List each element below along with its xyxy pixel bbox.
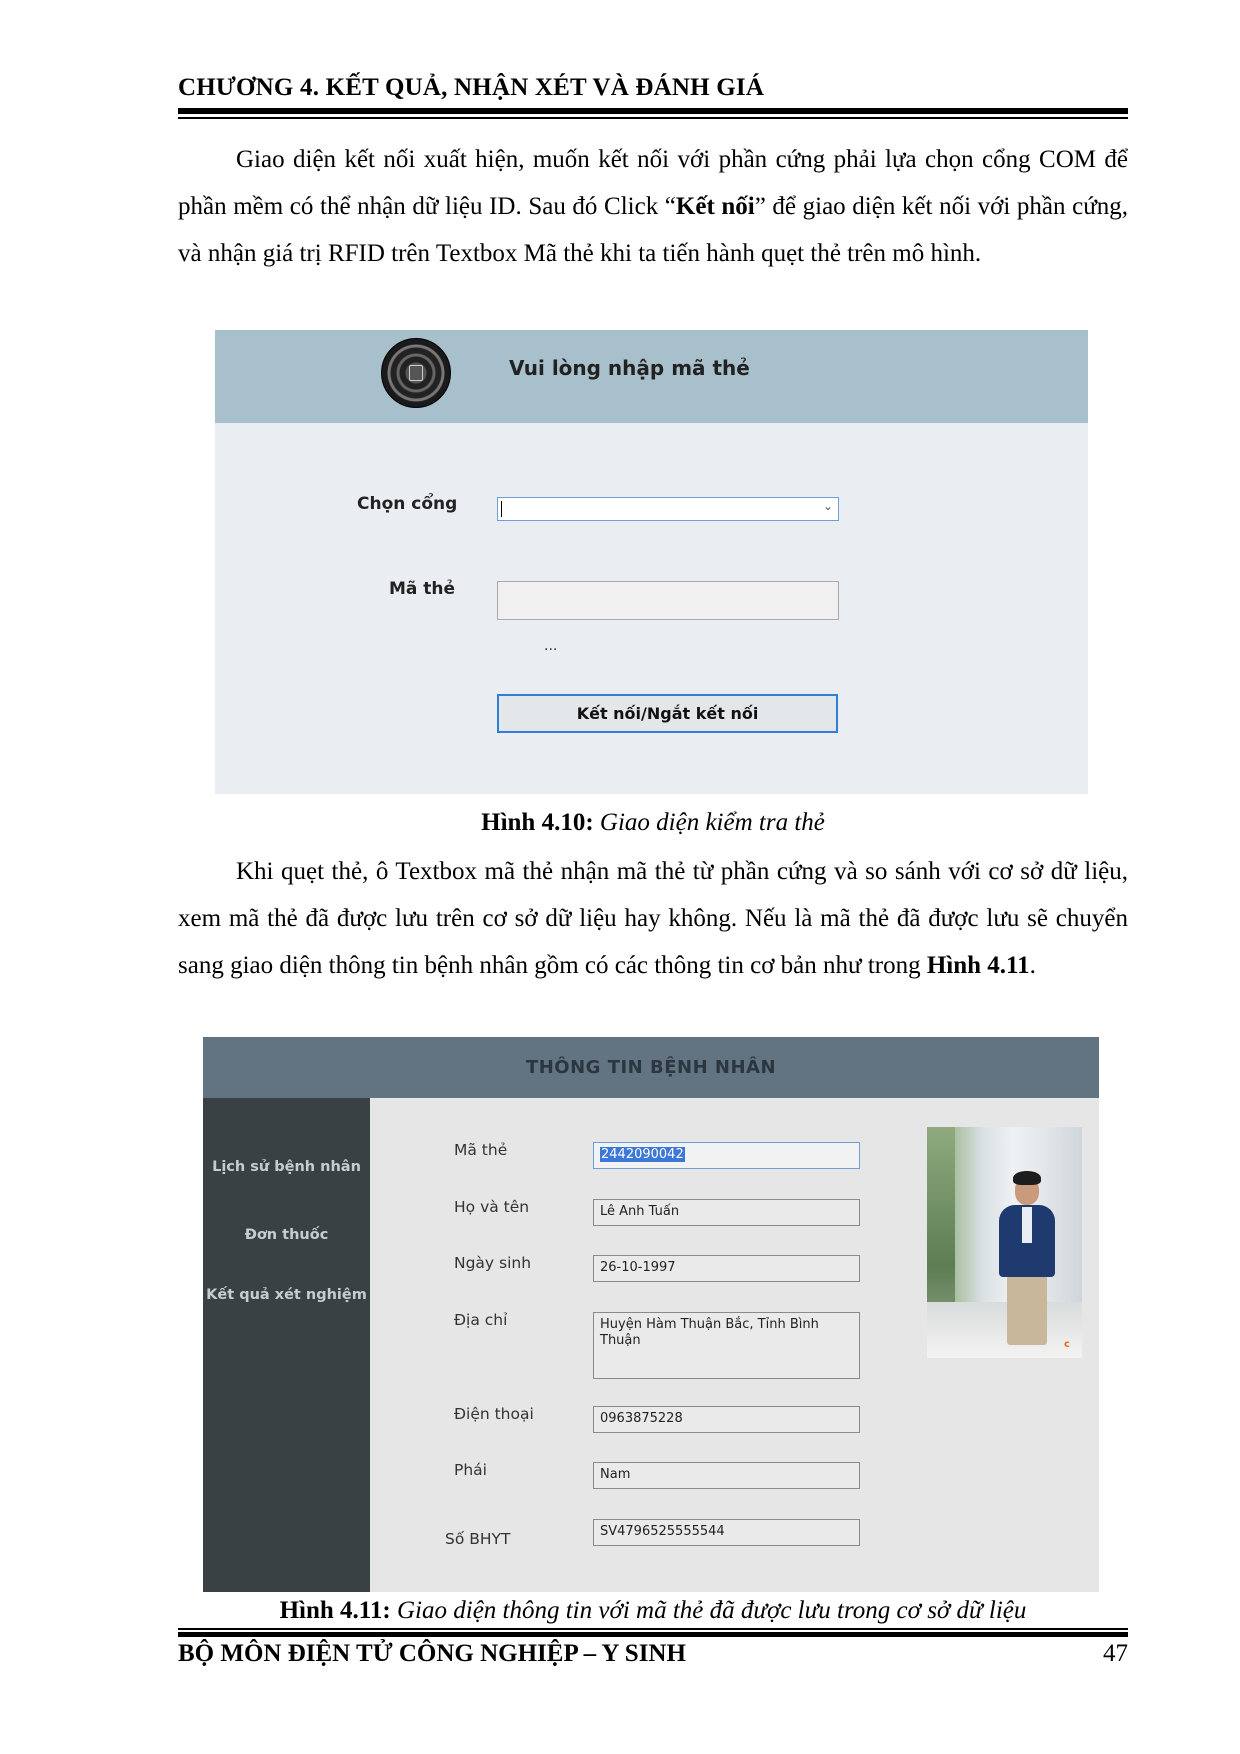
patient-sidebar bbox=[203, 1098, 370, 1592]
connect-disconnect-button[interactable]: Kết nối/Ngắt kết nối bbox=[497, 694, 838, 733]
card-code-label: Mã thẻ bbox=[389, 579, 456, 599]
card-check-header bbox=[215, 330, 1088, 423]
card-check-title: Vui lòng nhập mã thẻ bbox=[509, 356, 750, 380]
footer-rule-thick bbox=[178, 1632, 1128, 1637]
port-select[interactable] bbox=[497, 497, 839, 521]
field-label-full-name: Họ và tên bbox=[454, 1198, 530, 1216]
figure-card-check bbox=[215, 330, 1088, 794]
sidebar-item-patient-history[interactable]: Lịch sử bệnh nhân bbox=[212, 1159, 361, 1175]
field-label-insurance-number: Số BHYT bbox=[445, 1530, 511, 1548]
photo-watermark: c bbox=[1064, 1339, 1070, 1350]
full-name-field[interactable]: Lê Anh Tuấn bbox=[593, 1199, 860, 1226]
port-label: Chọn cổng bbox=[357, 494, 458, 514]
chevron-down-icon[interactable]: ⌄ bbox=[822, 499, 833, 513]
paragraph-2: Khi quẹt thẻ, ô Textbox mã thẻ nhận mã thẻ từ phần cứng và so sánh với cơ sở dữ liệu, xem mã thẻ đã được lưu trên cơ sở dữ liệu hay không. Nếu là mã thẻ đã được lưu sẽ chuyển sang giao diện thông tin bệnh nhân gồm có các thông tin cơ bản như trong Hình 4.11. bbox=[178, 858, 1128, 979]
card-code-input[interactable] bbox=[497, 581, 839, 620]
field-label-birth-date: Ngày sinh bbox=[454, 1254, 532, 1272]
field-label-gender: Phái bbox=[454, 1461, 487, 1479]
header-rule-thick bbox=[178, 108, 1128, 114]
bold-term: Kết nối bbox=[675, 193, 755, 220]
page-number: 47 bbox=[1103, 1640, 1128, 1667]
figure-patient-info bbox=[203, 1037, 1099, 1592]
insurance-number-field[interactable]: SV4796525555544 bbox=[593, 1519, 860, 1546]
footer-rule-thin bbox=[178, 1628, 1128, 1630]
card-code-field[interactable]: 2442090042 bbox=[593, 1142, 860, 1169]
gender-field[interactable]: Nam bbox=[593, 1462, 860, 1489]
field-label-card-code: Mã thẻ bbox=[454, 1141, 508, 1159]
paragraph-1: Giao diện kết nối xuất hiện, muốn kết nối với phần cứng phải lựa chọn cổng COM để phần mềm có thể nhận dữ liệu ID. Sau đó Click “Kết nối” để giao diện kết nối với phần cứng, và nhận giá trị RFID trên Textbox Mã thẻ khi ta tiến hành quẹt thẻ trên mô hình. bbox=[178, 146, 1128, 267]
figure-4-11-caption: Hình 4.11: Giao diện thông tin với mã thẻ đã được lưu trong cơ sở dữ liệu bbox=[279, 1597, 1027, 1624]
patient-info-header bbox=[203, 1037, 1099, 1098]
birth-date-field[interactable]: 26-10-1997 bbox=[593, 1255, 860, 1282]
field-label-address: Địa chỉ bbox=[454, 1311, 508, 1329]
patient-photo bbox=[927, 1127, 1082, 1358]
phone-field[interactable]: 0963875228 bbox=[593, 1406, 860, 1433]
figure-reference: Hình 4.11 bbox=[926, 952, 1030, 979]
chapter-title: CHƯƠNG 4. KẾT QUẢ, NHẬN XÉT VÀ ĐÁNH GIÁ bbox=[178, 74, 765, 101]
footer-department: BỘ MÔN ĐIỆN TỬ CÔNG NGHIỆP – Y SINH bbox=[178, 1640, 686, 1667]
sidebar-item-test-results[interactable]: Kết quả xét nghiệm bbox=[206, 1287, 367, 1303]
figure-4-10-caption: Hình 4.10: Giao diện kiểm tra thẻ bbox=[481, 809, 825, 836]
field-label-phone: Điện thoại bbox=[454, 1405, 534, 1423]
header-rule-thin bbox=[178, 117, 1128, 119]
patient-info-title: THÔNG TIN BỆNH NHÂN bbox=[525, 1057, 777, 1078]
status-dots: ... bbox=[544, 638, 558, 654]
sidebar-item-prescription[interactable]: Đơn thuốc bbox=[244, 1227, 329, 1243]
rfid-logo-icon bbox=[381, 338, 451, 408]
address-field[interactable]: Huyện Hàm Thuận Bắc, Tỉnh Bình Thuận bbox=[593, 1312, 860, 1379]
